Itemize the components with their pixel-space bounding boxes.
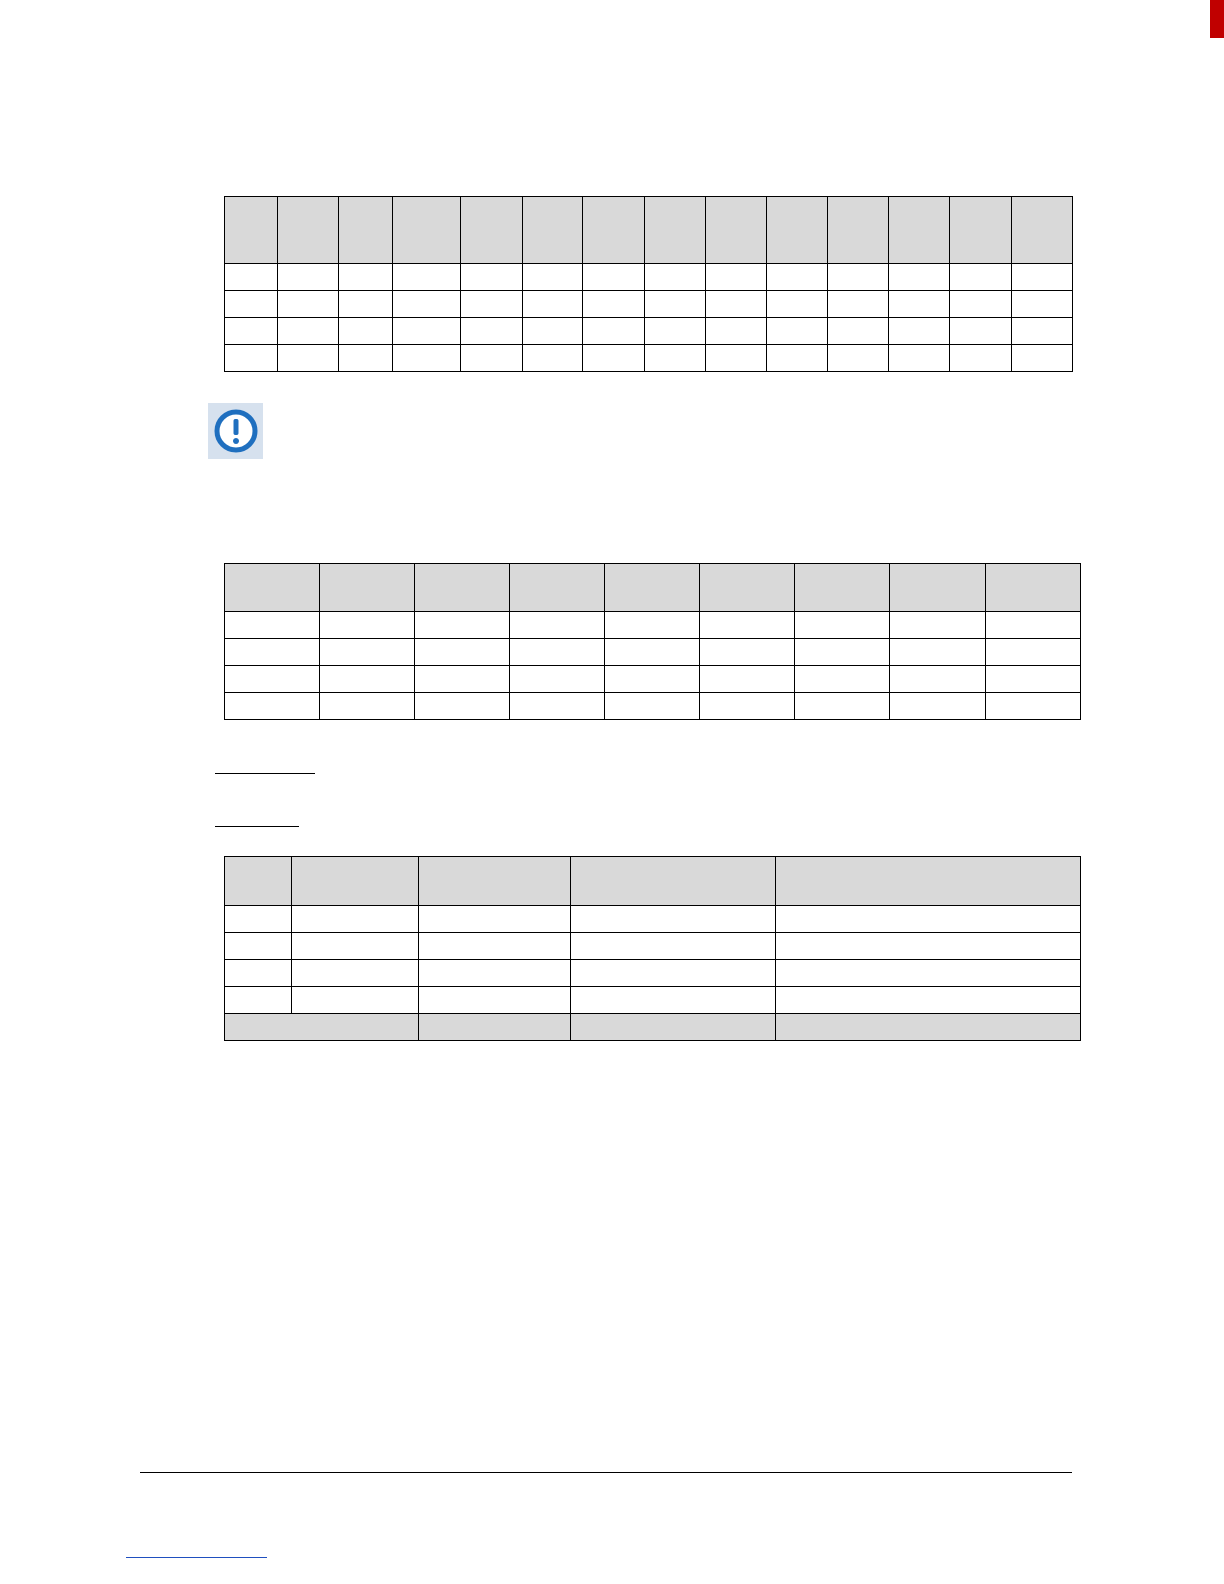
header-cell: [278, 197, 339, 264]
header-cell: [767, 197, 828, 264]
exclamation-circle-icon: [213, 408, 259, 454]
header-cell: [225, 857, 292, 906]
table-header-row: [225, 857, 1081, 906]
table-row: [225, 345, 1073, 372]
header-cell: [292, 857, 419, 906]
header-cell: [571, 857, 776, 906]
header-cell: [645, 197, 706, 264]
table-total-row: [225, 1014, 1081, 1041]
table-1: [224, 196, 1073, 372]
table-header-row: [225, 564, 1081, 612]
table-3: [224, 856, 1081, 1041]
table-row: [225, 960, 1081, 987]
header-cell: [510, 564, 605, 612]
header-cell: [393, 197, 461, 264]
table-2: [224, 563, 1081, 720]
table-row: [225, 612, 1081, 639]
header-cell: [320, 564, 415, 612]
header-cell: [225, 197, 278, 264]
header-cell: [986, 564, 1081, 612]
header-cell: [583, 197, 645, 264]
section-heading-underline: [215, 773, 315, 774]
table-row: [225, 906, 1081, 933]
header-cell: [890, 564, 986, 612]
footer-link[interactable]: [126, 1557, 267, 1558]
header-cell: [776, 857, 1081, 906]
header-cell: [339, 197, 393, 264]
header-cell: [415, 564, 510, 612]
header-cell: [523, 197, 583, 264]
table-row: [225, 987, 1081, 1014]
table-header-row: [225, 197, 1073, 264]
section-heading-underline: [215, 826, 299, 827]
header-cell: [706, 197, 767, 264]
header-cell: [461, 197, 523, 264]
header-cell: [1012, 197, 1073, 264]
side-tab-marker: [1210, 0, 1224, 38]
footer-rule: [140, 1472, 1072, 1473]
header-cell: [828, 197, 889, 264]
header-cell: [889, 197, 950, 264]
table-row: [225, 264, 1073, 291]
table-row: [225, 666, 1081, 693]
header-cell: [795, 564, 890, 612]
table-row: [225, 693, 1081, 720]
header-cell: [605, 564, 700, 612]
table-row: [225, 318, 1073, 345]
header-cell: [225, 564, 320, 612]
header-cell: [950, 197, 1012, 264]
table-row: [225, 291, 1073, 318]
table-row: [225, 933, 1081, 960]
table-row: [225, 639, 1081, 666]
header-cell: [700, 564, 795, 612]
note-callout: [208, 403, 263, 459]
header-cell: [419, 857, 571, 906]
